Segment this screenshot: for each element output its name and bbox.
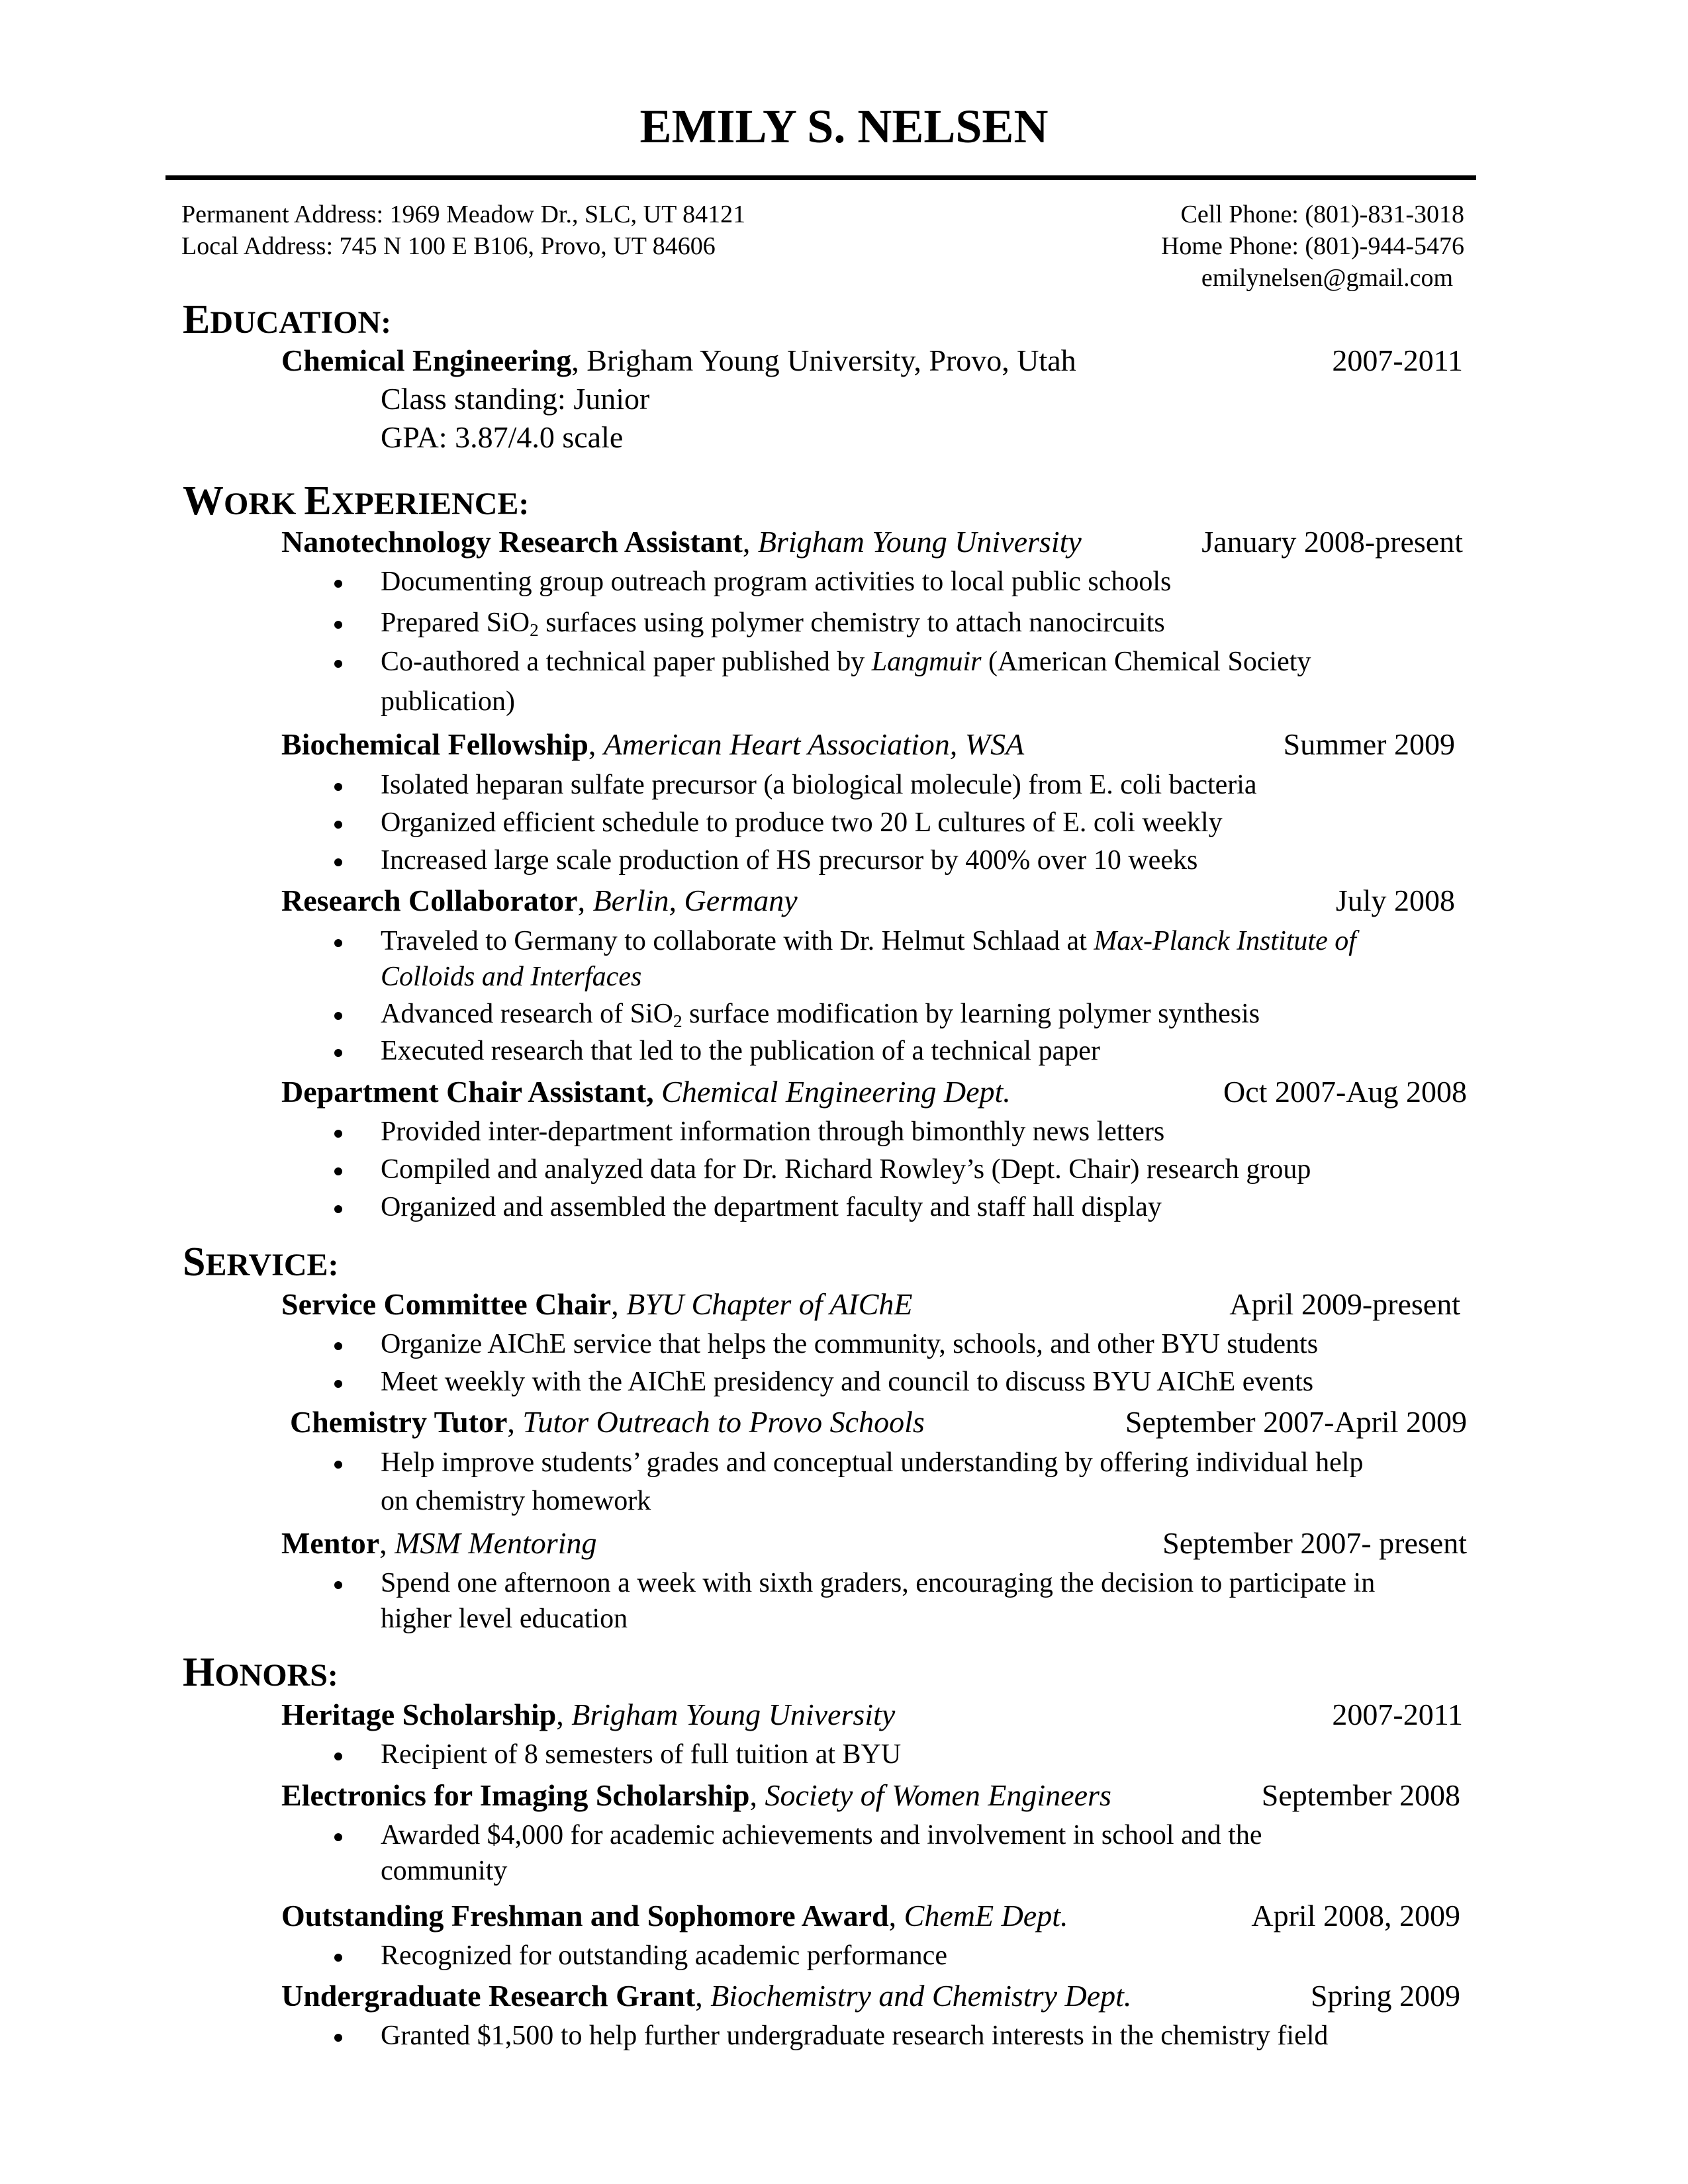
bullet-icon [334, 1380, 342, 1388]
service-bullet: Help improve students’ grades and conceptual understanding by offering individual help [381, 1447, 1364, 1478]
bullet-icon [334, 783, 342, 791]
bullet-icon [334, 1461, 342, 1469]
bullet-icon [334, 621, 342, 629]
bullet-icon [334, 1167, 342, 1175]
job-bullet: Organized and assembled the department faculty and staff hall display [381, 1192, 1162, 1222]
job-dates: July 2008 [1335, 884, 1455, 917]
job-dates: Oct 2007-Aug 2008 [1223, 1075, 1467, 1109]
job-bullet: Advanced research of SiO$_2$ surface modification by learning polymer synthesis [381, 999, 1260, 1031]
job-bullet-continuation: publication) [381, 686, 515, 717]
work-heading: WORK EXPERIENCE: [183, 478, 530, 523]
job-dates: Summer 2009 [1283, 727, 1455, 761]
service-dates: September 2007- present [1162, 1526, 1467, 1560]
job-bullet: Increased large scale production of HS precursor by 400% over 10 weeks [381, 845, 1198, 876]
bullet-icon [334, 1342, 342, 1350]
local-address: Local Address: 745 N 100 E B106, Provo, UT 84606 [181, 232, 716, 260]
service-bullet: Organize AIChE service that helps the community, schools, and other BYU students [381, 1329, 1319, 1359]
resume-name: EMILY S. NELSEN [639, 100, 1049, 153]
bullet-icon [334, 580, 342, 588]
bullet-icon [334, 1205, 342, 1213]
email: emilynelsen@gmail.com [1201, 264, 1453, 292]
honor-entry: Electronics for Imaging Scholarship, Society of Women Engineers [281, 1778, 1111, 1812]
job-bullet-continuation: Colloids and Interfaces [381, 962, 642, 992]
header-divider [165, 175, 1476, 180]
job-bullet: Documenting group outreach program activities to local public schools [381, 567, 1172, 597]
honor-dates: September 2008 [1261, 1778, 1460, 1812]
honor-dates: 2007-2011 [1332, 1698, 1463, 1731]
education-heading: EDUCATION: [183, 297, 392, 342]
permanent-address: Permanent Address: 1969 Meadow Dr., SLC, UT 84121 [181, 201, 746, 228]
service-dates: September 2007-April 2009 [1125, 1405, 1467, 1439]
gpa: GPA: 3.87/4.0 scale [381, 420, 624, 454]
home-phone: Home Phone: (801)-944-5476 [1160, 232, 1464, 260]
service-bullet: Spend one afternoon a week with sixth graders, encouraging the decision to participate in [381, 1568, 1376, 1598]
job-entry: Biochemical Fellowship, American Heart Association, WSA [281, 727, 1025, 761]
job-bullet: Compiled and analyzed data for Dr. Richard Rowley’s (Dept. Chair) research group [381, 1154, 1311, 1185]
job-entry: Research Collaborator, Berlin, Germany [281, 884, 798, 917]
honor-entry: Outstanding Freshman and Sophomore Award, ChemE Dept. [281, 1899, 1068, 1933]
bullet-icon [334, 821, 342, 829]
honor-bullet: Recipient of 8 semesters of full tuition at BYU [381, 1739, 902, 1770]
job-bullet: Executed research that led to the publication of a technical paper [381, 1036, 1100, 1066]
job-bullet: Co-authored a technical paper published by Langmuir (American Chemical Society [381, 647, 1311, 677]
bullet-icon [334, 1130, 342, 1138]
bullet-icon [334, 1012, 342, 1020]
honor-dates: Spring 2009 [1310, 1979, 1460, 2013]
bullet-icon [334, 2034, 342, 2042]
honor-bullet-continuation: community [381, 1856, 508, 1886]
service-heading: SERVICE: [183, 1240, 339, 1285]
bullet-icon [334, 1954, 342, 1962]
honor-bullet: Recognized for outstanding academic performance [381, 1940, 947, 1971]
honor-dates: April 2008, 2009 [1251, 1899, 1460, 1933]
job-entry: Nanotechnology Research Assistant, Brigham Young University [281, 525, 1082, 559]
job-entry: Department Chair Assistant, Chemical Engineering Dept. [281, 1075, 1011, 1109]
job-bullet: Traveled to Germany to collaborate with Dr. Helmut Schlaad at Max-Planck Institute of [381, 926, 1356, 956]
job-bullet: Provided inter-department information through bimonthly news letters [381, 1116, 1165, 1147]
bullet-icon [334, 939, 342, 947]
job-dates: January 2008-present [1201, 525, 1463, 559]
bullet-icon [334, 660, 342, 668]
bullet-icon [334, 1581, 342, 1589]
bullet-icon [334, 1752, 342, 1760]
service-entry: Mentor, MSM Mentoring [281, 1526, 597, 1560]
service-entry: Chemistry Tutor, Tutor Outreach to Provo Schools [290, 1405, 925, 1439]
service-bullet-continuation: higher level education [381, 1604, 628, 1634]
cell-phone: Cell Phone: (801)-831-3018 [1180, 201, 1464, 228]
job-bullet: Prepared SiO$_2$ surfaces using polymer chemistry to attach nanocircuits [381, 608, 1165, 640]
honors-heading: HONORS: [183, 1650, 338, 1695]
service-dates: April 2009-present [1229, 1287, 1460, 1321]
service-entry: Service Committee Chair, BYU Chapter of AIChE [281, 1287, 913, 1321]
honor-bullet: Granted $1,500 to help further undergraduate research interests in the chemistry field [381, 2021, 1329, 2051]
service-bullet-continuation: on chemistry homework [381, 1486, 651, 1516]
bullet-icon [334, 1833, 342, 1841]
honor-entry: Undergraduate Research Grant, Biochemistry and Chemistry Dept. [281, 1979, 1132, 2013]
bullet-icon [334, 1049, 342, 1057]
education-dates: 2007-2011 [1332, 343, 1463, 377]
education-entry: Chemical Engineering, Brigham Young University, Provo, Utah [281, 343, 1076, 377]
bullet-icon [334, 858, 342, 866]
service-bullet: Meet weekly with the AIChE presidency and council to discuss BYU AIChE events [381, 1367, 1314, 1397]
class-standing: Class standing: Junior [381, 382, 650, 416]
honor-bullet: Awarded $4,000 for academic achievements and involvement in school and the [381, 1820, 1262, 1850]
job-bullet: Organized efficient schedule to produce two 20 L cultures of E. coli weekly [381, 807, 1223, 838]
job-bullet: Isolated heparan sulfate precursor (a biological molecule) from E. coli bacteria [381, 770, 1257, 800]
honor-entry: Heritage Scholarship, Brigham Young University [281, 1698, 896, 1731]
